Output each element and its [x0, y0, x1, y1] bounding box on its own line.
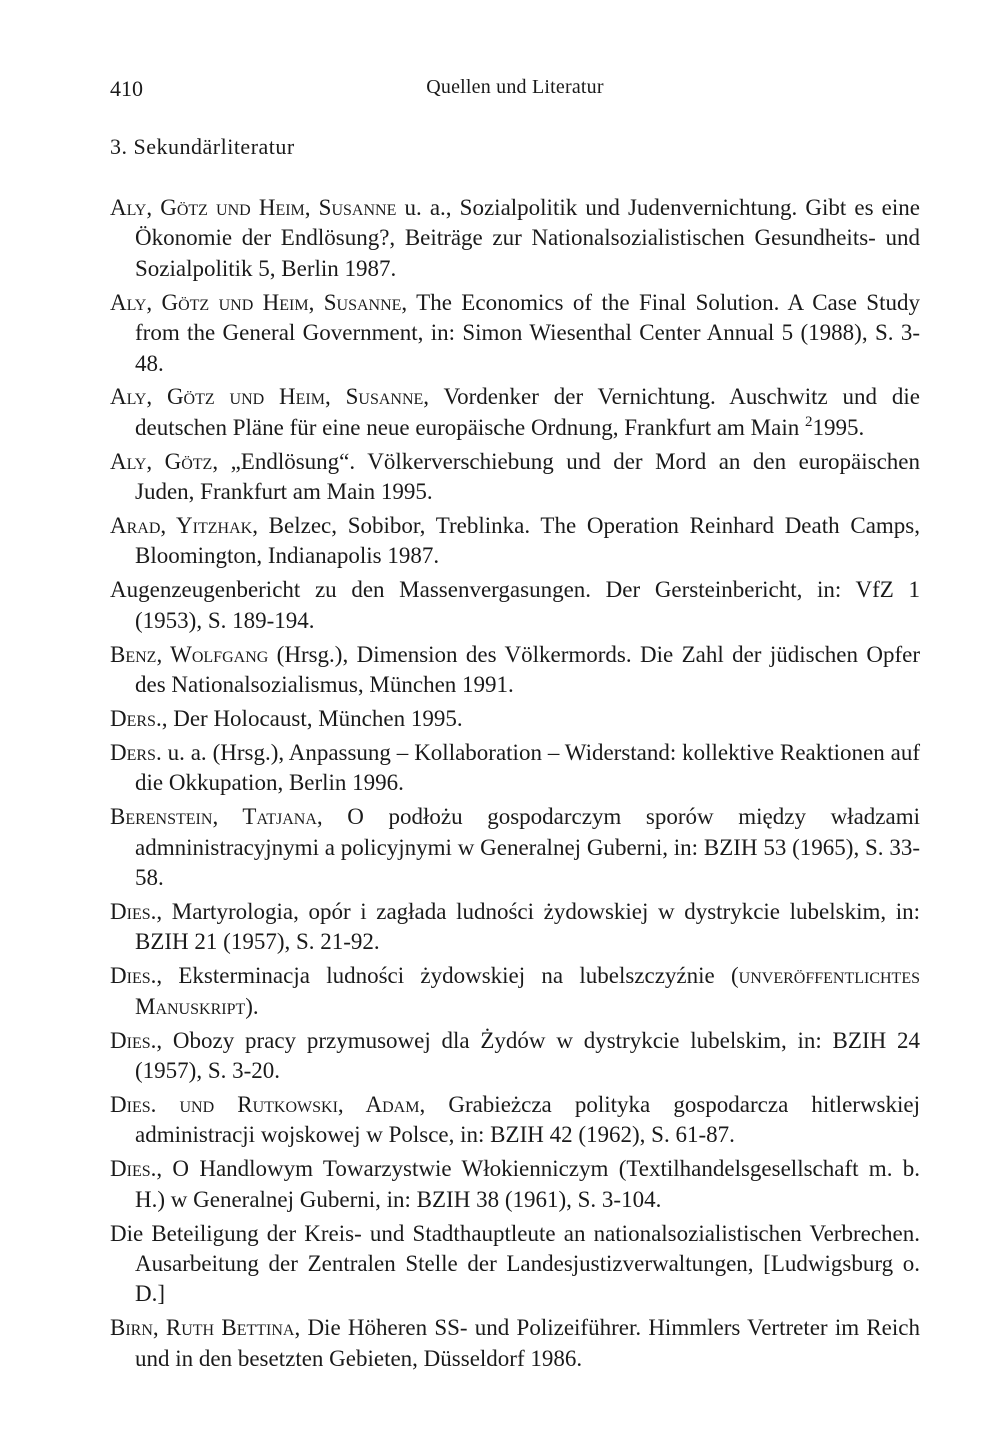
entry-text: , Obozy pracy przymusowej dla Żydów w dystrykcie lubelskim, in: BZIH 24 (1957), S. 3-20. [135, 1027, 920, 1083]
entry-author: Arad, Yitzhak [110, 513, 253, 539]
bibliography-entry [110, 575, 920, 636]
entry-text: , „Endlösung“. Völkerverschiebung und der Mord an den europäischen Juden, Frankfurt am Main 1995. [135, 448, 920, 505]
edition-number: 2 [804, 413, 813, 430]
page-number: 410 [110, 76, 143, 101]
entry-note: unveröffentlichtes Manuskript [135, 963, 920, 1019]
entry-author: Aly, Götz und Heim, Susanne [110, 289, 402, 315]
entry-text: , Die Höheren SS- und Polizeiführer. Himmlers Vertreter im Reich und in den besetzten Gebieten, Düsseldorf 1986. [135, 1315, 920, 1371]
entry-text-continued: 1995. [812, 414, 865, 440]
entry-text: , The Economics of the Final Solution. A Case Study from the General Government, in: Simon Wiesenthal Center Annual 5 (1988), S. 3-48. [135, 289, 920, 376]
entry-author: Aly, Götz und Heim, Susanne [110, 195, 397, 220]
bibliography-entry [110, 1090, 920, 1151]
bibliography-entry [110, 802, 920, 893]
entry-author: Berenstein, Tatjana [110, 804, 317, 830]
entry-text: u. a., Sozialpolitik und Judenvernichtung. Gibt es eine Ökonomie der Endlösung?, Beiträge zur Nationalsozialistischen Gesundheits- und Sozialpolitik 5, Berlin 1987. [135, 195, 920, 281]
entry-author: Benz, Wolfgang [110, 641, 269, 667]
entry-author: Dies. und Rutkowski, Adam [110, 1091, 420, 1117]
entry-text: (Hrsg.), Dimension des Völkermords. Die Zahl der jüdischen Opfer des Nationalsozialismus, München 1991. [135, 641, 920, 698]
entry-text: , Grabieżcza polityka gospodarcza hitlerwskiej administracji wojskowej w Polsce, in: BZIH 42 (1962), S. 61-87. [135, 1091, 920, 1148]
bibliography-entry [110, 961, 920, 1022]
entry-text: , O Handlowym Towarzystwie Włokienniczym (Textilhandelsgesellschaft m. b. H.) w Generalnej Guberni, in: BZIH 38 (1961), S. 3-104. [135, 1156, 920, 1212]
bibliography-list [110, 193, 920, 1378]
entry-author: Dies. [110, 963, 157, 989]
entry-text: , Martyrologia, opór i zagłada ludności żydowskiej w dystrykcie lubelskim, in: BZIH 21 (1957), S. 21-92. [135, 898, 920, 955]
bibliography-entry [110, 447, 920, 508]
entry-author: Aly, Götz und Heim, Susanne [110, 384, 424, 410]
entry-text: Die Beteiligung der Kreis- und Stadthauptleute an nationalsozialistischen Verbrechen. Ausarbeitung der Zentralen Stelle der Landesjustizverwaltungen, [Ludwigsburg o. D.] [110, 1220, 920, 1307]
entry-author: Ders. [110, 706, 162, 731]
bibliography-entry [110, 1026, 920, 1087]
bibliography-entry [110, 738, 920, 799]
entry-author: Birn, Ruth Bettina [110, 1315, 295, 1341]
bibliography-entry [110, 1154, 920, 1215]
entry-text: , O podłożu gospodarczym sporów między władzami admninistracyjnymi a policyjnymi w Generalnej Guberni, in: BZIH 53 (1965), S. 33-58. [135, 804, 920, 891]
entry-author: Dies. [110, 1027, 157, 1053]
entry-text: , Der Holocaust, München 1995. [161, 706, 463, 731]
bibliography-entry [110, 1313, 920, 1374]
entry-text-continued: ). [245, 993, 259, 1019]
bibliography-entry [110, 511, 920, 572]
entry-author: Dies. [110, 898, 157, 924]
entry-text: , Vordenker der Vernichtung. Auschwitz und die deutschen Pläne für eine neue europäische Ordnung, Frankfurt am Main [135, 384, 921, 440]
entry-text: u. a. (Hrsg.), Anpassung – Kollaboration – Widerstand: kollektive Reaktionen auf die Okkupation, Berlin 1996. [135, 739, 920, 796]
entry-text: Augenzeugenbericht zu den Massenvergasungen. Der Gersteinbericht, in: VfZ 1 (1953), S. 189-194. [110, 577, 920, 633]
entry-text: , Belzec, Sobibor, Treblinka. The Operation Reinhard Death Camps, Bloomington, Indianapolis 1987. [135, 513, 920, 569]
bibliography-entry [110, 382, 920, 443]
bibliography-entry [110, 1219, 920, 1310]
page-header [110, 76, 920, 106]
entry-author: Dies. [110, 1156, 157, 1182]
bibliography-entry [110, 704, 920, 734]
bibliography-entry [110, 640, 920, 701]
bibliography-entry [110, 897, 920, 958]
section-heading: 3. Sekundärliteratur [110, 134, 295, 159]
entry-author: Ders. [110, 739, 162, 765]
entry-author: Aly, Götz [110, 448, 213, 474]
entry-text: , Eksterminacja ludności żydowskiej na lubelszczyźnie ( [156, 963, 739, 989]
running-head: Quellen und Literatur [426, 76, 604, 98]
bibliography-entry [110, 288, 920, 379]
bibliography-entry [110, 193, 920, 284]
